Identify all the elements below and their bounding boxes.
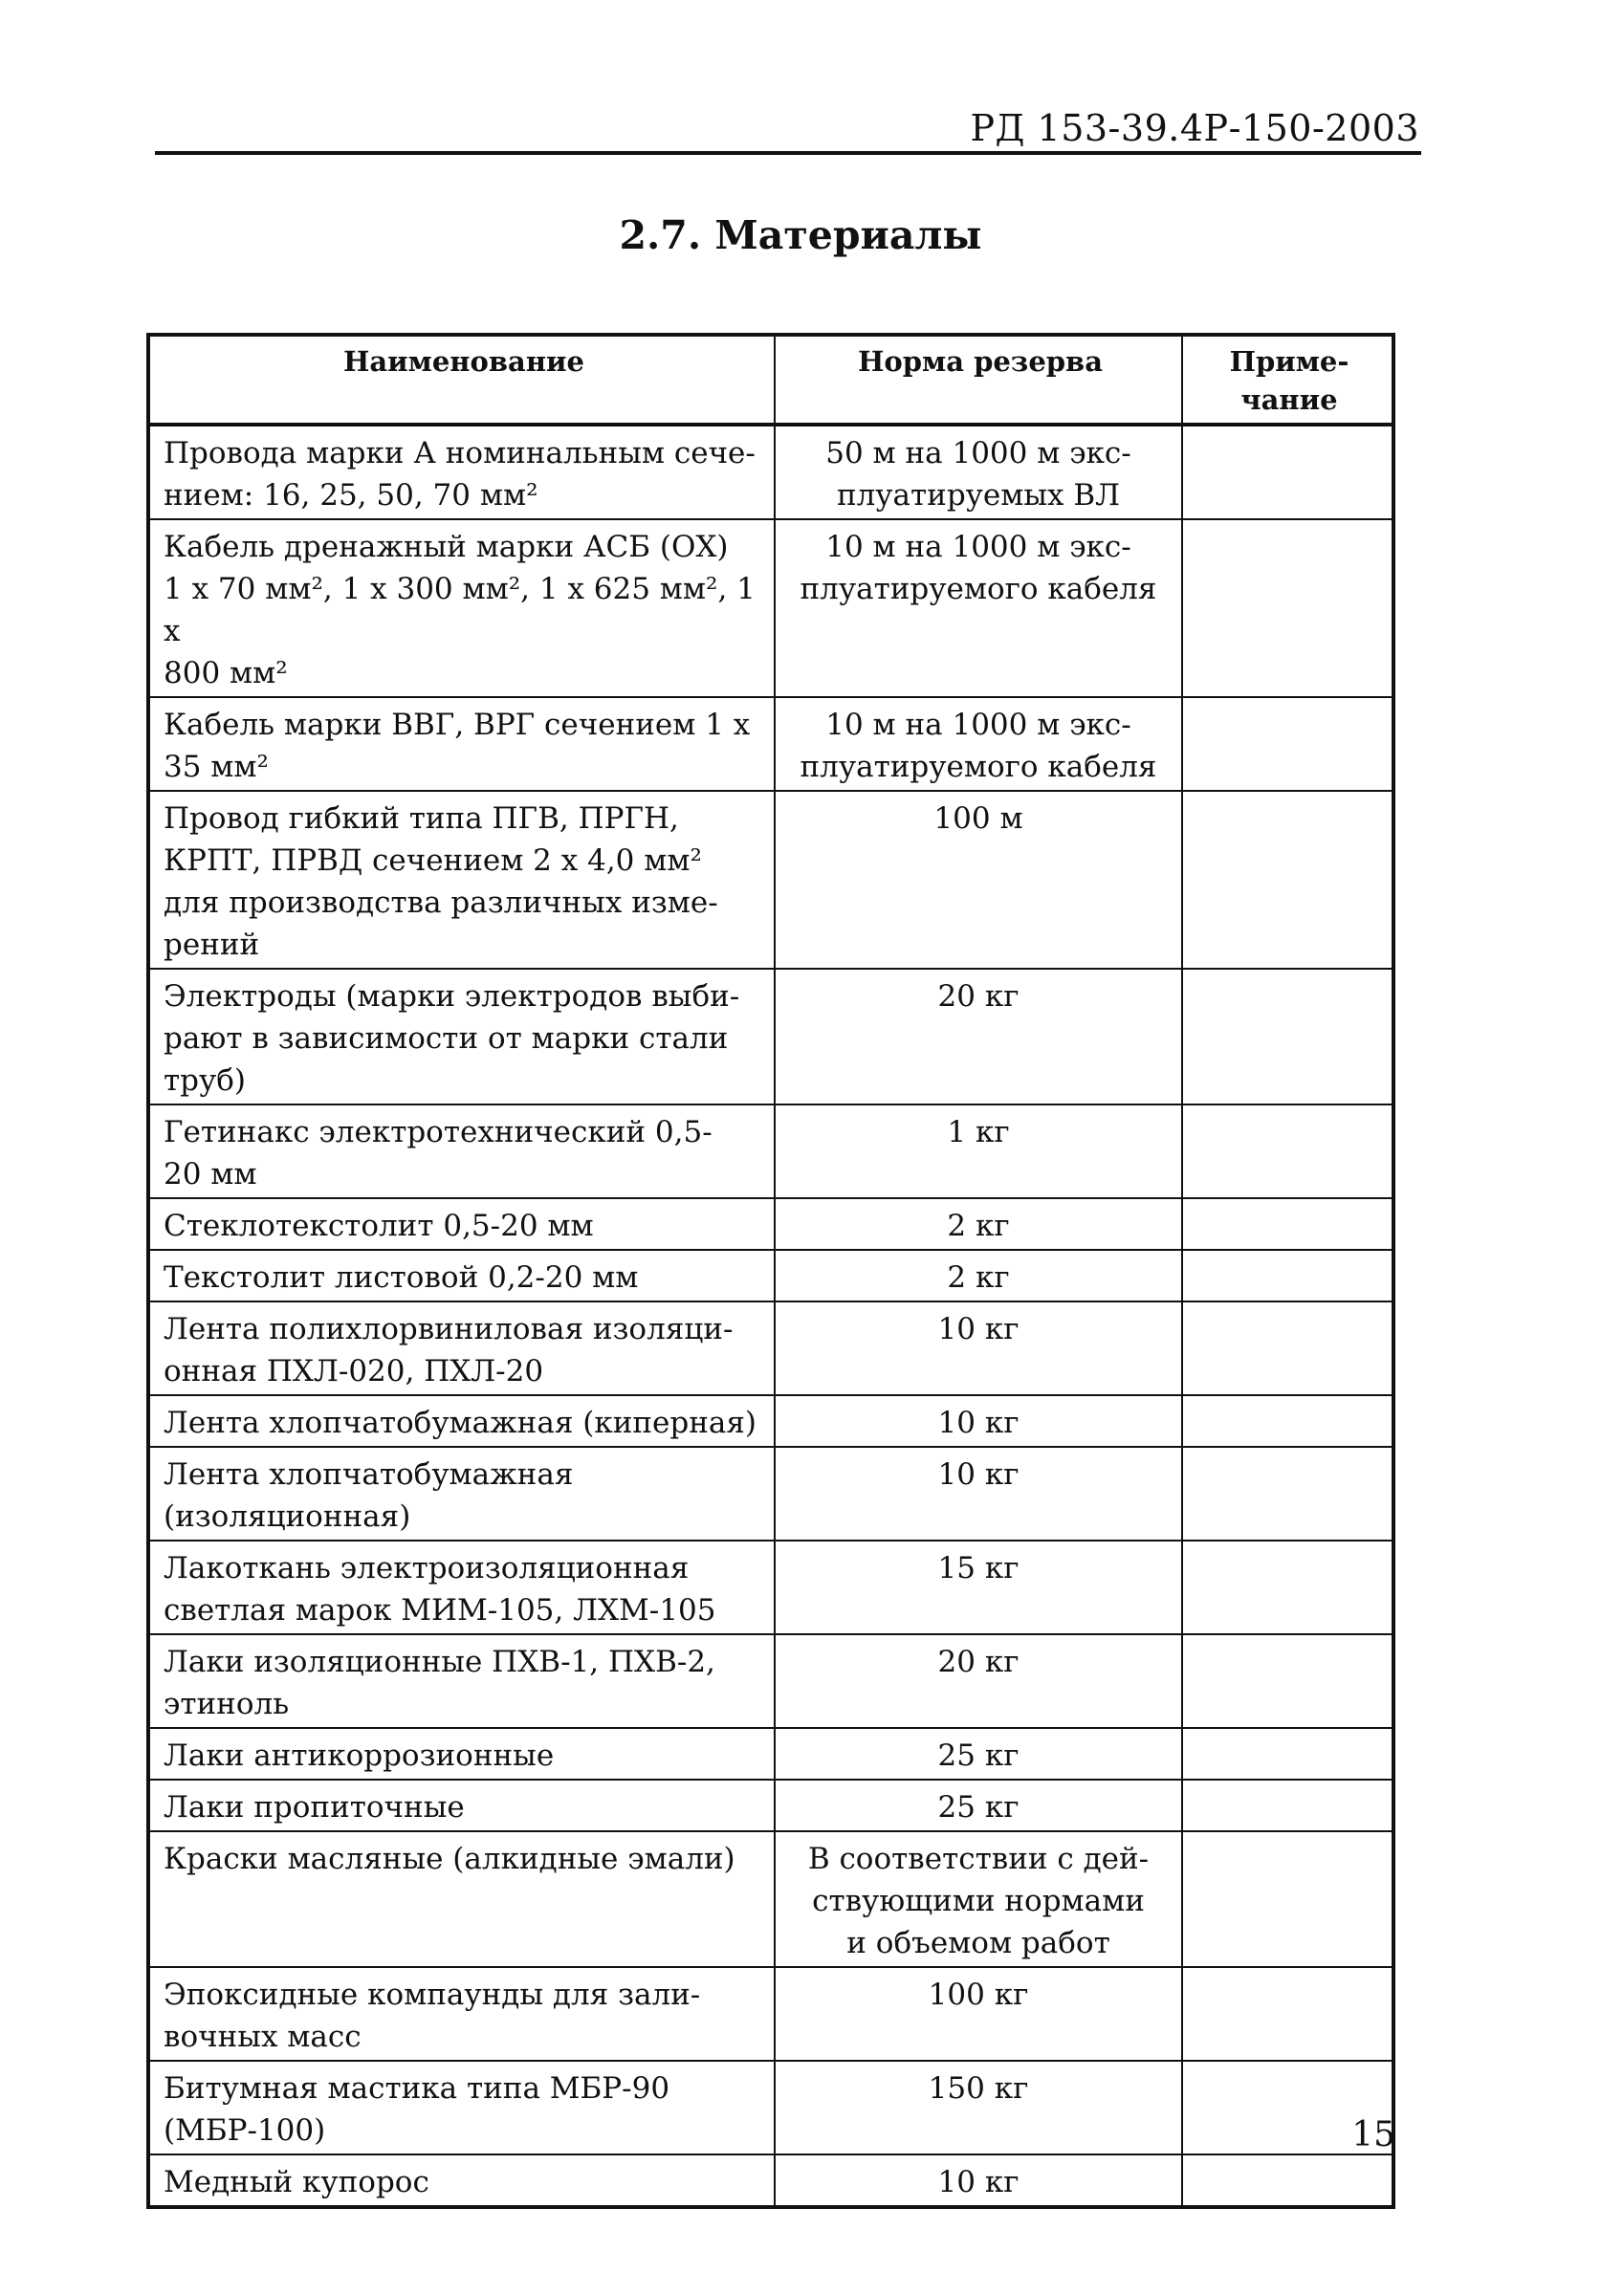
table-header-row bbox=[148, 335, 1393, 425]
table-row bbox=[148, 1831, 1393, 1967]
table-row bbox=[148, 1250, 1393, 1301]
table-row bbox=[148, 969, 1393, 1104]
table-row bbox=[148, 2154, 1393, 2207]
note-cell bbox=[1182, 1728, 1393, 1780]
reserve-norm-cell: 100 м bbox=[775, 791, 1182, 969]
material-name-cell: Электроды (марки электродов выби- рают в зависимости от марки стали труб) bbox=[148, 969, 775, 1104]
header-norm: Норма резерва bbox=[775, 335, 1182, 425]
table-row bbox=[148, 1104, 1393, 1198]
table-row bbox=[148, 791, 1393, 969]
note-cell bbox=[1182, 1780, 1393, 1831]
note-cell bbox=[1182, 1198, 1393, 1250]
reserve-norm-cell: 100 кг bbox=[775, 1967, 1182, 2061]
material-name-cell: Краски масляные (алкидные эмали) bbox=[148, 1831, 775, 1967]
table-row bbox=[148, 519, 1393, 697]
note-cell bbox=[1182, 519, 1393, 697]
note-cell bbox=[1182, 1967, 1393, 2061]
note-cell bbox=[1182, 1831, 1393, 1967]
reserve-norm-cell: 10 м на 1000 м экс- плуатируемого кабеля bbox=[775, 519, 1182, 697]
header-note: Приме- чание bbox=[1182, 335, 1393, 425]
reserve-norm-cell: 10 кг bbox=[775, 2154, 1182, 2207]
material-name-cell: Лента хлопчатобумажная (киперная) bbox=[148, 1395, 775, 1447]
material-name-cell: Лента хлопчатобумажная (изоляционная) bbox=[148, 1447, 775, 1541]
reserve-norm-cell: 10 кг bbox=[775, 1301, 1182, 1395]
reserve-norm-cell: 10 кг bbox=[775, 1395, 1182, 1447]
material-name-cell: Лаки изоляционные ПХВ-1, ПХВ-2, этиноль bbox=[148, 1634, 775, 1728]
reserve-norm-cell: 20 кг bbox=[775, 1634, 1182, 1728]
note-cell bbox=[1182, 1447, 1393, 1541]
header-rule bbox=[155, 151, 1421, 155]
section-title: 2.7. Материалы bbox=[619, 212, 982, 258]
material-name-cell: Лента полихлорвиниловая изоляци- онная ПХЛ-020, ПХЛ-20 bbox=[148, 1301, 775, 1395]
table-row bbox=[148, 1541, 1393, 1634]
material-name-cell: Провода марки А номинальным сече- нием: 16, 25, 50, 70 мм² bbox=[148, 425, 775, 519]
table-row bbox=[148, 425, 1393, 519]
table-row bbox=[148, 1301, 1393, 1395]
table-row bbox=[148, 1447, 1393, 1541]
reserve-norm-cell: 20 кг bbox=[775, 969, 1182, 1104]
material-name-cell: Гетинакс электротехнический 0,5- 20 мм bbox=[148, 1104, 775, 1198]
note-cell bbox=[1182, 1301, 1393, 1395]
material-name-cell: Лаки пропиточные bbox=[148, 1780, 775, 1831]
reserve-norm-cell: 2 кг bbox=[775, 1198, 1182, 1250]
reserve-norm-cell: 150 кг bbox=[775, 2061, 1182, 2154]
table-row bbox=[148, 2061, 1393, 2154]
reserve-norm-cell: 50 м на 1000 м экс- плуатируемых ВЛ bbox=[775, 425, 1182, 519]
note-cell bbox=[1182, 1250, 1393, 1301]
note-cell bbox=[1182, 1634, 1393, 1728]
table-row bbox=[148, 1198, 1393, 1250]
material-name-cell: Лаки антикоррозионные bbox=[148, 1728, 775, 1780]
document-code: РД 153-39.4Р-150-2003 bbox=[970, 107, 1419, 149]
material-name-cell: Текстолит листовой 0,2-20 мм bbox=[148, 1250, 775, 1301]
reserve-norm-cell: 10 кг bbox=[775, 1447, 1182, 1541]
table-body bbox=[148, 425, 1393, 2207]
material-name-cell: Битумная мастика типа МБР-90 (МБР-100) bbox=[148, 2061, 775, 2154]
material-name-cell: Стеклотекстолит 0,5-20 мм bbox=[148, 1198, 775, 1250]
note-cell bbox=[1182, 791, 1393, 969]
reserve-norm-cell: 15 кг bbox=[775, 1541, 1182, 1634]
materials-table bbox=[146, 333, 1395, 2209]
reserve-norm-cell: В соответствии с дей- ствующими нормами и объемом работ bbox=[775, 1831, 1182, 1967]
reserve-norm-cell: 25 кг bbox=[775, 1728, 1182, 1780]
note-cell bbox=[1182, 2154, 1393, 2207]
reserve-norm-cell: 25 кг bbox=[775, 1780, 1182, 1831]
note-cell bbox=[1182, 425, 1393, 519]
material-name-cell: Лакоткань электроизоляционная светлая марок МИМ-105, ЛХМ-105 bbox=[148, 1541, 775, 1634]
reserve-norm-cell: 1 кг bbox=[775, 1104, 1182, 1198]
reserve-norm-cell: 2 кг bbox=[775, 1250, 1182, 1301]
table-row bbox=[148, 1728, 1393, 1780]
material-name-cell: Кабель дренажный марки АСБ (ОХ) 1 х 70 мм², 1 х 300 мм², 1 х 625 мм², 1 х 800 мм² bbox=[148, 519, 775, 697]
note-cell bbox=[1182, 969, 1393, 1104]
table-row bbox=[148, 1395, 1393, 1447]
note-cell bbox=[1182, 1541, 1393, 1634]
material-name-cell: Эпоксидные компаунды для зали- вочных масс bbox=[148, 1967, 775, 2061]
header-name: Наименование bbox=[148, 335, 775, 425]
table-row bbox=[148, 1634, 1393, 1728]
material-name-cell: Кабель марки ВВГ, ВРГ сечением 1 х 35 мм² bbox=[148, 697, 775, 791]
table-row bbox=[148, 1967, 1393, 2061]
reserve-norm-cell: 10 м на 1000 м экс- плуатируемого кабеля bbox=[775, 697, 1182, 791]
page-number: 15 bbox=[1351, 2115, 1395, 2154]
material-name-cell: Провод гибкий типа ПГВ, ПРГН, КРПТ, ПРВД сечением 2 х 4,0 мм² для производства различных изме- рений bbox=[148, 791, 775, 969]
table-row bbox=[148, 1780, 1393, 1831]
note-cell bbox=[1182, 1104, 1393, 1198]
material-name-cell: Медный купорос bbox=[148, 2154, 775, 2207]
table-row bbox=[148, 697, 1393, 791]
note-cell bbox=[1182, 697, 1393, 791]
note-cell bbox=[1182, 1395, 1393, 1447]
